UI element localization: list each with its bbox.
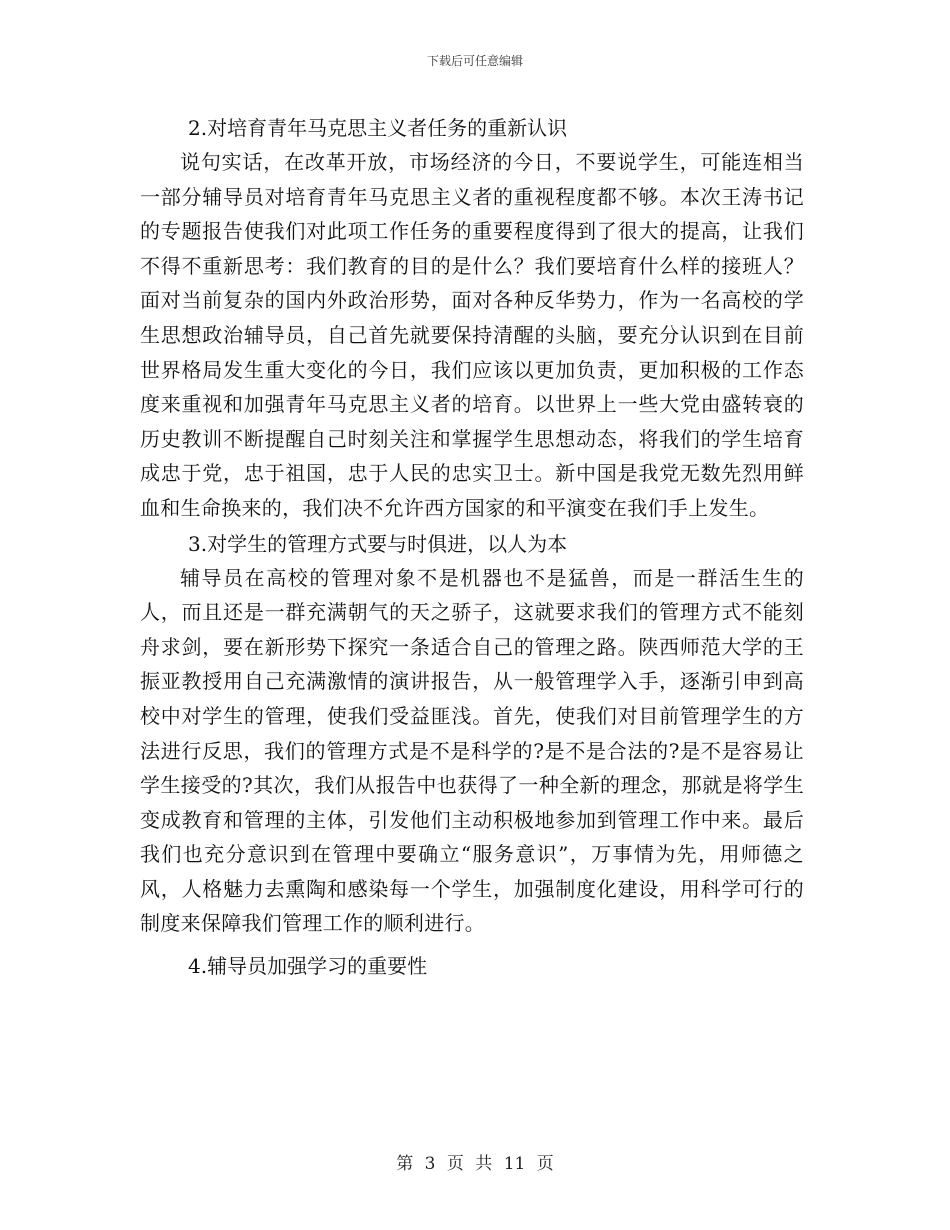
- section-paragraph: 辅导员在高校的管理对象不是机器也不是猛兽，而是一群活生生的人，而且还是一群充满朝气的天之骄子，这就要求我们的管理方式不能刻舟求剑，要在新形势下探究一条适合自己的管理之路。陕西师范大学的王振亚教授用自己充满激情的演讲报告，从一般管理学入手，逐渐引申到高校中对学生的管理，使我们受益匪浅。首先，使我们对目前管理学生的方法进行反思，我们的管理方式是不是科学的?是不是合法的?是不是容易让学生接受的?其次，我们从报告中也获得了一种全新的理念，那就是将学生变成教育和管理的主体，引发他们主动积极地参加到管理工作中来。最后我们也充分意识到在管理中要确立“服务意识”，万事情为先，用师德之风，人格魅力去熏陶和感染每一个学生，加强制度化建设，用科学可行的制度来保障我们管理工作的顺利进行。: [140, 565, 804, 936]
- section-heading: 4.辅导员加强学习的重要性: [188, 954, 428, 979]
- section-heading: 3.对学生的管理方式要与时俱进，以人为本: [188, 531, 568, 556]
- section-heading: 2.对培育青年马克思主义者任务的重新认识: [188, 116, 568, 140]
- page-header-note: 下载后可任意编辑: [426, 54, 523, 68]
- document-body: [140, 111, 804, 983]
- page-number-footer: 第 3 页 共 11 页: [396, 1154, 554, 1174]
- section-paragraph: 说句实话，在改革开放，市场经济的今日，不要说学生，可能连相当一部分辅导员对培育青年马克思主义者的重视程度都不够。本次王涛书记的专题报告使我们对此项工作任务的重要程度得到了很大的提高，让我们不得不重新思考：我们教育的目的是什么？我们要培育什么样的接班人？面对当前复杂的国内外政治形势，面对各种反华势力，作为一名高校的学生思想政治辅导员，自己首先就要保持清醒的头脑，要充分认识到在目前世界格局发生重大变化的今日，我们应该以更加负责，更加积极的工作态度来重视和加强青年马克思主义者的培育。以世界上一些大党由盛转衰的历史教训不断提醒自己时刻关注和掌握学生思想动态，将我们的学生培育成忠于党，忠于祖国，忠于人民的忠实卫士。新中国是我党无数先烈用鲜血和生命换来的，我们决不允许西方国家的和平演变在我们手上发生。: [140, 150, 804, 520]
